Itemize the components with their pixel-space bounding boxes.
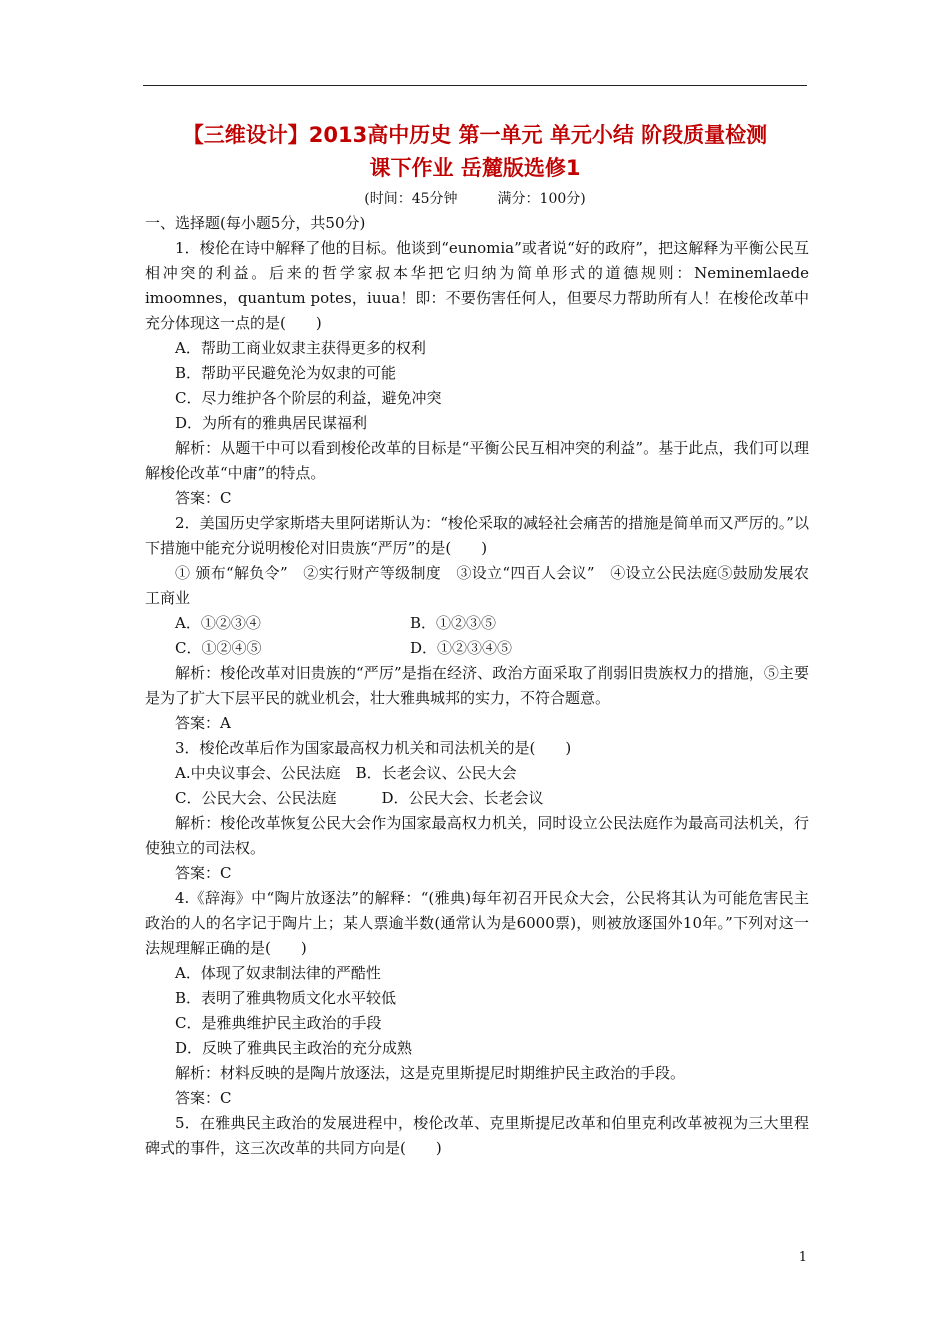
question-3-answer: 答案：C <box>175 864 232 882</box>
question-4-option-a: A．体现了奴隶制法律的严酷性 <box>175 964 381 982</box>
question-1-stem: 1．梭伦在诗中解释了他的目标。他谈到“eunomia”或者说“好的政府”，把这解释为平衡公民互相冲突的利益。后来的哲学家叔本华把它归纳为简单形式的道德规则：Neminemlaede imoomnes，quantum potes，iuua！即：不要伤害任何人，但要尽力帮助所有人！在梭伦改革中充分体现这一点的是( ) <box>145 239 809 332</box>
question-1-analysis: 解析：从题干中可以看到梭伦改革的目标是“平衡公民互相冲突的利益”。基于此点，我们可以理解梭伦改革“中庸”的特点。 <box>145 439 809 482</box>
question-4-stem: 4.《辞海》中“陶片放逐法”的解释：“(雅典)每年初召开民众大会，公民将其认为可能危害民主政治的人的名字记于陶片上；某人票逾半数(通常认为是6000票)，则被放逐国外10年。”下列对这一法规理解正确的是( ) <box>145 889 809 957</box>
question-1-option-b: B．帮助平民避免沦为奴隶的可能 <box>175 364 397 382</box>
time-limit: (时间：45分钟 <box>364 191 458 207</box>
question-3-options-cd: C．公民大会、公民法庭 D．公民大会、长老会议 <box>175 789 544 807</box>
question-5-stem: 5．在雅典民主政治的发展进程中，梭伦改革、克里斯提尼改革和伯里克利改革被视为三大里程碑式的事件，这三次改革的共同方向是( ) <box>145 1114 809 1157</box>
question-4-option-b: B．表明了雅典物质文化水平较低 <box>175 989 397 1007</box>
document-title-line-2: 课下作业 岳麓版选修1 <box>369 156 581 180</box>
question-1-answer: 答案：C <box>175 489 232 507</box>
question-3-options-ab: A.中央议事会、公民法庭 B．长老会议、公民大会 <box>175 764 517 782</box>
section-heading: 一、选择题(每小题5分，共50分) <box>145 214 366 232</box>
question-3-stem: 3．梭伦改革后作为国家最高权力机关和司法机关的是( ) <box>175 739 572 757</box>
document-body <box>145 211 809 1161</box>
question-2-option-b: B．①②③⑤ <box>410 614 497 632</box>
question-2-analysis: 解析：梭伦改革对旧贵族的“严厉”是指在经济、政治方面采取了削弱旧贵族权力的措施，⑤主要是为了扩大下层平民的就业机会，壮大雅典城邦的实力，不符合题意。 <box>145 664 809 707</box>
question-4-analysis: 解析：材料反映的是陶片放逐法，这是克里斯提尼时期维护民主政治的手段。 <box>175 1064 686 1082</box>
document-title-line-1: 【三维设计】2013高中历史 第一单元 单元小结 阶段质量检测 <box>182 123 768 147</box>
question-2-options-row-1 <box>145 611 809 636</box>
exam-meta <box>100 188 850 210</box>
question-2-option-c: C．①②④⑤ <box>175 639 262 657</box>
question-2-answer: 答案：A <box>175 714 231 732</box>
question-3-analysis: 解析：梭伦改革恢复公民大会作为国家最高权力机关，同时设立公民法庭作为最高司法机关，行使独立的司法权。 <box>145 814 809 857</box>
question-2-option-a: A．①②③④ <box>175 614 261 632</box>
full-score: 满分：100分) <box>497 191 586 207</box>
question-4-option-d: D．反映了雅典民主政治的充分成熟 <box>175 1039 413 1057</box>
question-2-items: ① 颁布“解负令” ②实行财产等级制度 ③设立“四百人会议” ④设立公民法庭⑤鼓励发展农工商业 <box>145 564 809 607</box>
question-1-option-c: C．尽力维护各个阶层的利益，避免冲突 <box>175 389 442 407</box>
question-4-answer: 答案：C <box>175 1089 232 1107</box>
header-rule <box>143 85 807 86</box>
question-2-option-d: D．①②③④⑤ <box>410 639 513 657</box>
question-2-stem: 2．美国历史学家斯塔夫里阿诺斯认为：“梭伦采取的减轻社会痛苦的措施是简单而又严厉的。”以下措施中能充分说明梭伦对旧贵族“严厉”的是( ) <box>145 514 809 557</box>
question-1-option-d: D．为所有的雅典居民谋福利 <box>175 414 368 432</box>
question-1-option-a: A．帮助工商业奴隶主获得更多的权利 <box>175 339 426 357</box>
page-number: 1 <box>798 1250 807 1265</box>
question-2-options-row-2 <box>145 636 809 661</box>
question-4-option-c: C．是雅典维护民主政治的手段 <box>175 1014 382 1032</box>
